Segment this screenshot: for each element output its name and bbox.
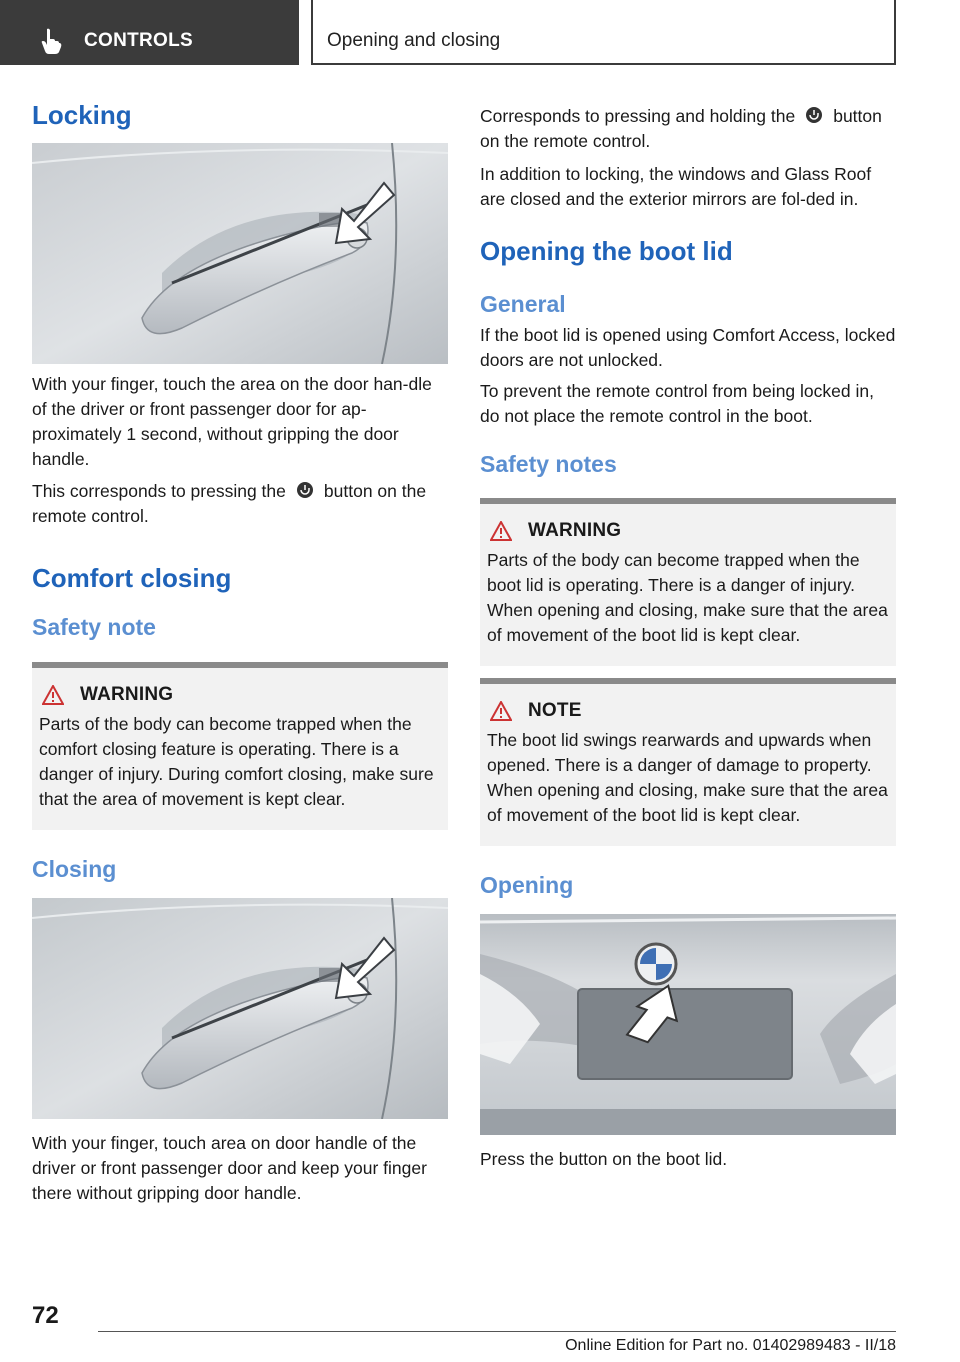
comfort-closing-heading: Comfort closing	[32, 563, 232, 594]
warning-title: WARNING	[80, 683, 174, 705]
left-column	[32, 100, 448, 1206]
locking-text-1: With your finger, touch the area on the door han-dle of the driver or front passenger door for ap-proximately 1 second, without gripping the door handle.	[32, 374, 432, 470]
general-text-2: To prevent the remote control from being locked in, do not place the remote control in the boot.	[480, 380, 874, 426]
warning-triangle-icon	[490, 521, 512, 541]
boot-lid-heading: Opening the boot lid	[480, 236, 733, 266]
safety-notes-heading: Safety notes	[480, 450, 617, 477]
note-text: The boot lid swings rearwards and upwards when opened. There is a danger of damage to property. When opening and closing, make sure that the area of movement of the boot lid is kept clear.	[487, 730, 888, 826]
note-title: NOTE	[528, 700, 582, 722]
boot-lid-image	[480, 914, 896, 1135]
locking-text-2: This corresponds to pressing the button on the remote control.	[32, 481, 427, 527]
general-text-1: If the boot lid is opened using Comfort Access, locked doors are not unlocked.	[480, 324, 896, 370]
opening-heading: Opening	[480, 872, 574, 899]
general-heading: General	[480, 291, 566, 318]
lock-button-icon	[805, 106, 823, 124]
comfort-closing-text-1: Corresponds to pressing and holding the button on the remote control.	[480, 106, 882, 151]
closing-heading: Closing	[32, 855, 117, 882]
warning-title: WARNING	[528, 520, 622, 542]
warning-text: Parts of the body can become trapped when the boot lid is operating. There is a danger of injury. When opening and closing, make sure that the area of movement of the boot lid is kept clear.	[487, 550, 888, 646]
chapter-tab	[0, 0, 299, 65]
lock-button-icon	[296, 481, 314, 499]
warning-triangle-icon	[42, 685, 64, 705]
boot-lid-warning	[480, 498, 896, 666]
boot-lid-note	[480, 678, 896, 846]
comfort-closing-warning	[32, 662, 448, 830]
note-triangle-icon	[490, 701, 512, 721]
safety-note-heading: Safety note	[32, 614, 156, 641]
closing-text: With your finger, touch area on door handle of the driver or front passenger door and keep your finger there without gripping door handle.	[32, 1132, 427, 1203]
opening-text: Press the button on the boot lid.	[480, 1148, 728, 1169]
edition-text: Online Edition for Part no. 01402989483 - II/18	[565, 1337, 896, 1354]
page-number: 72	[32, 1302, 59, 1329]
warning-text: Parts of the body can become trapped when the comfort closing feature is operating. There is a danger of injury. During comfort closing, make sure that the area of movement is kept clear.	[39, 713, 434, 809]
section-header	[311, 0, 896, 65]
door-handle-closing-image	[32, 898, 448, 1119]
locking-heading: Locking	[32, 100, 132, 130]
door-handle-locking-image	[32, 143, 448, 364]
hand-pointer-icon	[40, 28, 62, 54]
comfort-closing-text-2: In addition to locking, the windows and Glass Roof are closed and the exterior mirrors are fol-ded in.	[480, 164, 872, 209]
section-title: Opening and closing	[327, 30, 501, 51]
chapter-title: CONTROLS	[84, 30, 194, 51]
right-column	[480, 100, 896, 1172]
footer-divider	[98, 1331, 896, 1332]
